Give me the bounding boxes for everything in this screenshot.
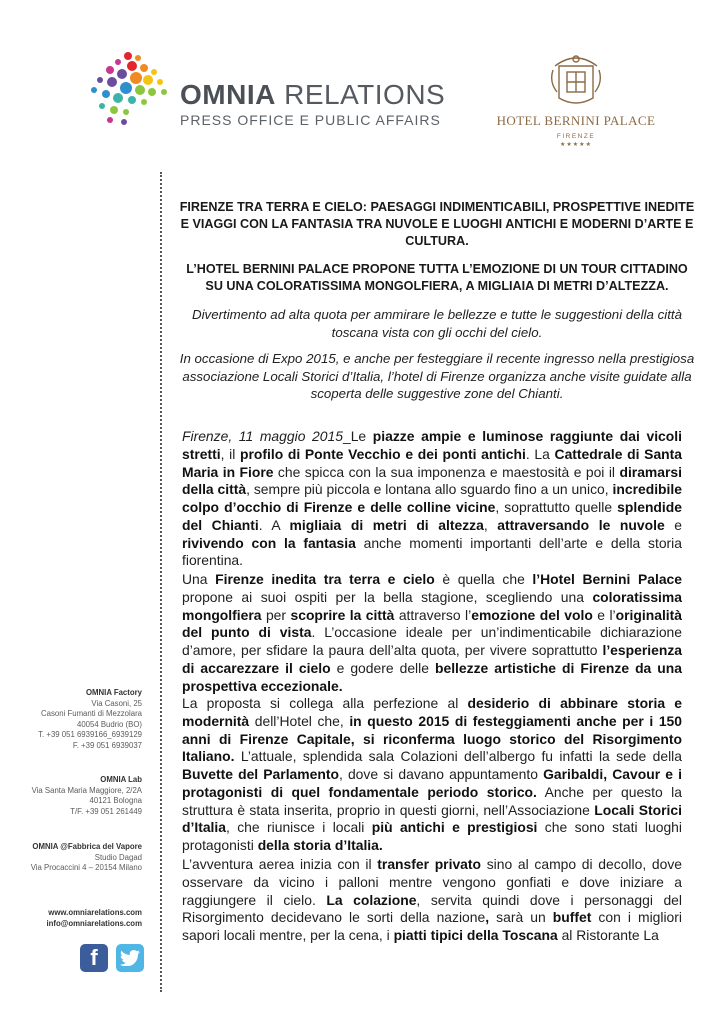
facebook-glyph: f (90, 945, 98, 970)
logo-dot (148, 88, 156, 96)
bold-text: bellezze artistiche di Firenze da una prospettiva eccezionale. (182, 659, 683, 694)
office-fax: F. +39 051 6939037 (72, 740, 142, 750)
bold-text: buffet (552, 909, 592, 926)
text-run: sarà un (489, 909, 553, 926)
text-run: Anche per questo la struttura è stata inserita, proprio in questi giorni, nell’Associazione (182, 783, 682, 818)
twitter-icon[interactable] (116, 944, 144, 972)
logo-dot (140, 64, 148, 72)
agency-tagline: PRESS OFFICE E PUBLIC AFFAIRS (180, 112, 441, 128)
text-run: , dove si davano appuntamento (338, 766, 544, 782)
text-run: con i migliori sapori locali mentre, per la cena, i (182, 909, 682, 943)
office-title: OMNIA Factory (85, 688, 142, 697)
office-phone: T/F. +39 051 261449 (70, 806, 142, 816)
logo-dot (115, 59, 121, 65)
web-contacts (46, 907, 142, 929)
text-run: che spicca con la sua imponenza e maestosità e poi il (273, 463, 620, 480)
text-run: e (664, 516, 683, 533)
bold-text: originalità del punto di vista (182, 606, 683, 641)
bold-text: Buvette del Parlamento (182, 766, 339, 782)
office-line: Via Santa Maria Maggiore, 2/2A (31, 785, 142, 795)
logo-dot (124, 52, 132, 60)
text-run: al Ristorante La (557, 927, 659, 943)
logo-dot (99, 103, 105, 109)
bold-text: Cattedrale di Santa Maria in Fiore (182, 445, 683, 480)
secondary-headline: L’HOTEL BERNINI PALACE PROPONE TUTTA L’EMOZIONE DI UN TOUR CITTADINO SU UNA COLORATISSIMA MONGOLFIERA, A MIGLIAIA DI METRI D’ALTEZZA. (186, 262, 688, 294)
logo-dot (123, 109, 129, 115)
bold-text: desiderio di abbinare storia e modernità (182, 695, 683, 729)
bold-text: migliaia di metri di altezza (289, 516, 484, 533)
logo-dot (135, 55, 141, 61)
office-lab (32, 775, 142, 817)
dotted-divider (160, 172, 162, 992)
subheading-2: In occasione di Expo 2015, e anche per festeggiare il recente ingresso nella prestigiosa associazione Locali Storici d’Italia, l’hotel di Firenze organizza anche visite guidate alla scoperta delle suggestive zone del Chianti. (179, 351, 695, 402)
bold-text: , (485, 909, 490, 926)
logo-dot (141, 99, 147, 105)
text-run: Una (182, 571, 216, 587)
bold-text: Locali Storici d’Italia (182, 801, 682, 836)
bold-text: Firenze inedita tra terra e cielo (215, 571, 435, 587)
text-run: , che riunisce i locali (226, 819, 372, 836)
text-run: , soprattutto quelle (495, 499, 618, 515)
text-run: , sempre più piccola e lontana allo sguardo fino a un unico, (246, 481, 613, 498)
office-title: OMNIA Lab (100, 775, 142, 784)
bold-text: della storia d’Italia. (257, 837, 383, 853)
logo-dot (106, 66, 114, 74)
text-run: propone ai suoi ospiti per la bella stagione, scegliendo una (182, 588, 593, 605)
text-run: , servita quindi dove i personaggi del Risorgimento decidevano le sorti della nazione (182, 891, 682, 926)
office-title: OMNIA @Fabbrica del Vapore (32, 842, 142, 851)
logo-dot (143, 75, 153, 85)
bold-text: diramarsi della città (182, 463, 682, 498)
text-run: , il (220, 445, 240, 462)
bold-text: l’esperienza di accarezzare il cielo (182, 642, 682, 676)
bold-text: rivivendo con la fantasia (182, 534, 356, 551)
office-line: Studio Dagad (94, 852, 142, 862)
text-run: è quella che (434, 571, 533, 587)
office-vapore (31, 842, 142, 874)
bold-text: La colazione (326, 891, 417, 908)
bold-text: piatti tipici della Toscana (393, 927, 558, 943)
text-run: , (483, 516, 498, 533)
office-line: 40054 Budrio (BO) (76, 719, 142, 729)
hotel-city: FIRENZE (556, 133, 596, 140)
website-link[interactable]: www.omniarelations.com (48, 908, 142, 917)
bold-text: profilo di Ponte Vecchio e dei ponti antichi (239, 445, 526, 462)
bold-text: in questo 2015 di festeggiamenti anche per i 150 anni di Firenze Capitale, si riconferma luogo storico del Risorgimento Italiano. (182, 712, 682, 765)
logo-dot (135, 85, 145, 95)
logo-dot (97, 77, 103, 83)
bold-text: piazze ampie e luminose raggiunte dai vicoli stretti (182, 428, 682, 462)
body-paragraph-3 (182, 695, 682, 855)
agency-name: OMNIA RELATIONS (180, 79, 446, 110)
omnia-dots-logo-icon (80, 48, 180, 128)
logo-dot (117, 69, 127, 79)
office-phone: T. +39 051 6939166_6939129 (38, 730, 142, 739)
logo-dot (130, 72, 142, 84)
twitter-bird-icon (120, 950, 140, 966)
main-headline: FIRENZE TRA TERRA E CIELO: PAESAGGI INDIMENTICABILI, PROSPETTIVE INEDITE E VIAGGI CON LA FANTASIA TRA NUVOLE E LUOGHI ANTICHI E MODERNI D’ARTE E CULTURA. (179, 200, 695, 249)
bold-text: transfer privato (377, 856, 482, 872)
email-link[interactable]: info@omniarelations.com (46, 919, 142, 928)
text-run: . A (258, 516, 290, 533)
text-run: per (261, 606, 291, 623)
logo-dot (91, 87, 97, 93)
hotel-crest-icon (549, 48, 603, 108)
text-run: sino al campo di decollo, dove osservare da vicino i palloni mentre vengono gonfiati e dove iniziare a raggiungere il cielo. (182, 856, 682, 908)
logo-dot (120, 82, 132, 94)
text-run: attraverso l’ (394, 606, 472, 623)
bold-text: Garibaldi, Cavour e i protagonisti di quel fondamentale periodo storico. (182, 766, 682, 800)
logo-dot (107, 117, 113, 123)
facebook-icon[interactable] (80, 944, 108, 972)
body-paragraph-2 (182, 571, 682, 695)
text-run: anche momenti importanti dell’arte e della storia fiorentina. (182, 534, 682, 569)
logo-dot (107, 77, 117, 87)
logo-dot (110, 106, 118, 114)
hotel-stars: ★★★★★ (560, 141, 592, 148)
hotel-name: HOTEL BERNINI PALACE (496, 113, 656, 128)
body-paragraph-4 (182, 856, 682, 945)
logo-dot (128, 96, 136, 104)
logo-dot (113, 93, 123, 103)
bold-text: splendide del Chianti (182, 499, 682, 533)
bold-text: incredibile colpo d’occhio di Firenze e delle colline vicine (182, 481, 682, 515)
logo-dot (157, 79, 163, 85)
text-run: La proposta si collega alla perfezione al (182, 695, 468, 711)
italic-text: Firenze, 11 maggio 2015 (182, 428, 343, 444)
office-line: Casoni Fumanti di Mezzolara (41, 709, 142, 718)
bold-text: coloratissima mongolfiera (182, 588, 682, 623)
subheading-1: Divertimento ad alta quota per ammirare le bellezze e tutte le suggestioni della città toscana vista con gli occhi del cielo. (191, 307, 683, 340)
text-run: . La (525, 445, 555, 462)
bold-text: l’Hotel Bernini Palace (532, 571, 683, 587)
text-run: e l’ (592, 606, 616, 623)
text-run: L’attuale, splendida sala Colazioni dell’albergo fu infatti la sede della (234, 748, 682, 765)
bold-text: attraversando le nuvole (497, 516, 665, 533)
logo-dot (161, 89, 167, 95)
text-run: L’avventura aerea inizia con il (182, 856, 378, 872)
text-run: . L’occasione ideale per un’indimenticabile dichiarazione d’amore, per sfidare la paura dell’alta quota, per vivere soprattutto (182, 624, 683, 658)
text-run: che sono stati luoghi protagonisti (182, 819, 682, 853)
logo-dot (121, 119, 127, 125)
body-paragraph-1 (182, 428, 682, 570)
logo-dot (127, 61, 137, 71)
logo-dot (151, 69, 157, 75)
office-line: Via Procaccini 4 – 20154 Milano (30, 863, 142, 872)
office-line: 40121 Bologna (89, 796, 142, 805)
office-line: Via Casoni, 25 (91, 698, 142, 708)
text-run: e godere delle (330, 659, 435, 676)
bold-text: scoprire la città (290, 606, 395, 623)
office-factory (38, 688, 142, 751)
bold-text: più antichi e prestigiosi (371, 819, 538, 836)
bold-text: emozione del volo (471, 606, 593, 623)
logo-dot (102, 90, 110, 98)
text-run: _Le (342, 428, 373, 444)
text-run: dell’Hotel che, (249, 712, 350, 729)
